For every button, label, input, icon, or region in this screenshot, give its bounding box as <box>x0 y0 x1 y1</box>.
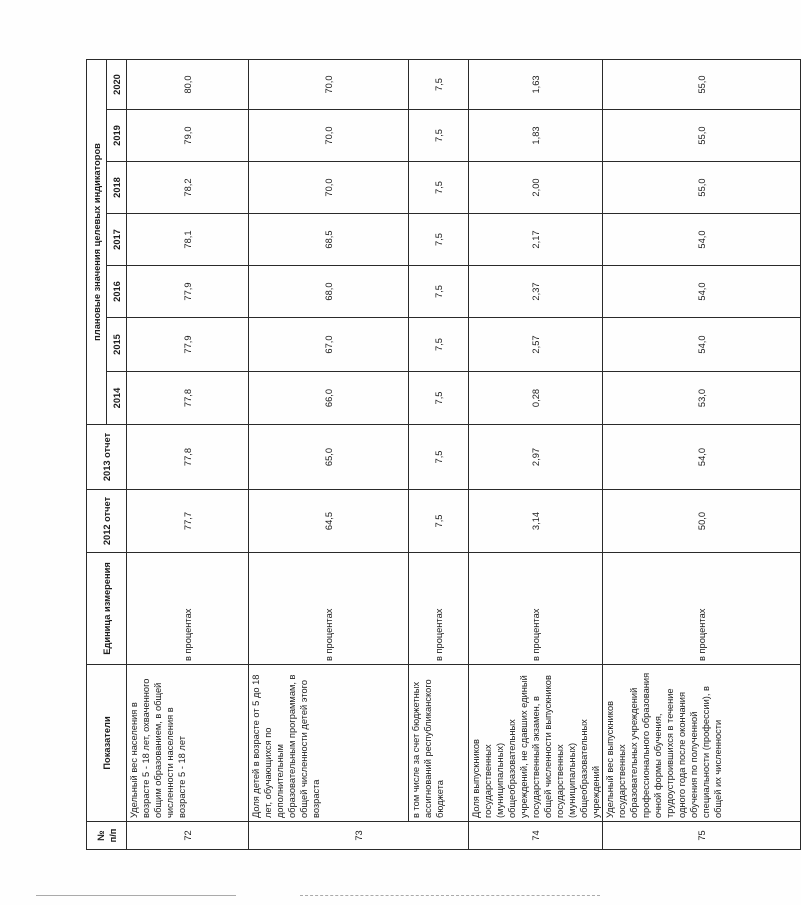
table-row <box>409 59 469 849</box>
row-plan-value: 7,5 <box>409 162 469 214</box>
row-plan-value: 2,00 <box>469 162 603 214</box>
row-2012: 64,5 <box>249 490 409 553</box>
row-indicator: Удельный вес населения в возрасте 5 - 18 лет, охваченного общим образованием, в общей численности населения в возрасте 5 - 18 лет <box>127 665 249 822</box>
row-plan-value: 68,0 <box>249 266 409 318</box>
row-plan-value: 55,0 <box>603 162 801 214</box>
row-2013: 2,97 <box>469 425 603 490</box>
row-plan-value: 77,9 <box>127 318 249 372</box>
row-indicator: Удельный вес выпускников государственных образовательных учреждений профессионального образования очной формы обучения, трудоустроившихся в течение одного года после окончания обучения по полученной специальности (профессии), в общей их численности <box>603 665 801 822</box>
row-plan-value: 70,0 <box>249 59 409 109</box>
table-row <box>469 59 603 849</box>
row-unit: в процентах <box>603 553 801 665</box>
row-2013: 54,0 <box>603 425 801 490</box>
row-plan-value: 77,9 <box>127 266 249 318</box>
row-indicator: Доля выпускников государственных (муниципальных) общеобразовательных учреждений, не сдавших единый государственный экзамен, в общей численности выпускников государственных (муниципальных) общеобразовательных учреждений <box>469 665 603 822</box>
row-plan-value: 78,1 <box>127 214 249 266</box>
row-2012: 7,5 <box>409 490 469 553</box>
row-plan-value: 0,28 <box>469 372 603 425</box>
row-unit: в процентах <box>409 553 469 665</box>
row-2013: 65,0 <box>249 425 409 490</box>
row-plan-value: 70,0 <box>249 162 409 214</box>
row-plan-value: 55,0 <box>603 59 801 109</box>
row-2013: 77,8 <box>127 425 249 490</box>
row-plan-value: 66,0 <box>249 372 409 425</box>
row-plan-value: 7,5 <box>409 59 469 109</box>
row-2013: 7,5 <box>409 425 469 490</box>
row-plan-value: 7,5 <box>409 372 469 425</box>
row-plan-value: 2,17 <box>469 214 603 266</box>
row-plan-value: 77,8 <box>127 372 249 425</box>
header-year: 2017 <box>107 214 127 266</box>
row-number: 74 <box>469 822 603 850</box>
header-2013: 2013 отчет <box>87 425 127 490</box>
table-row <box>249 59 409 849</box>
row-plan-value: 80,0 <box>127 59 249 109</box>
row-plan-value: 54,0 <box>603 214 801 266</box>
row-plan-value: 79,0 <box>127 110 249 162</box>
header-year: 2014 <box>107 372 127 425</box>
footer-rule-left <box>36 895 236 896</box>
row-plan-value: 55,0 <box>603 110 801 162</box>
row-plan-value: 2,57 <box>469 318 603 372</box>
row-plan-value: 54,0 <box>603 318 801 372</box>
row-indicator: Доля детей в возрасте от 5 до 18 лет, обучающихся по дополнительным образовательным программам, в общей численности детей этого возраста <box>249 665 409 822</box>
table-row <box>603 59 801 849</box>
row-plan-value: 7,5 <box>409 318 469 372</box>
header-num: № п/п <box>87 822 127 850</box>
table-body <box>127 59 801 849</box>
row-unit: в процентах <box>249 553 409 665</box>
indicators-table <box>86 59 801 850</box>
row-plan-value: 2,37 <box>469 266 603 318</box>
header-year: 2016 <box>107 266 127 318</box>
row-unit: в процентах <box>469 553 603 665</box>
row-2012: 3,14 <box>469 490 603 553</box>
row-number: 72 <box>127 822 249 850</box>
row-indicator: в том числе за счет бюджетных ассигнований республиканского бюджета <box>409 665 469 822</box>
row-unit: в процентах <box>127 553 249 665</box>
row-2012: 50,0 <box>603 490 801 553</box>
header-2012: 2012 отчет <box>87 490 127 553</box>
header-year: 2015 <box>107 318 127 372</box>
row-number: 75 <box>603 822 801 850</box>
rotated-page <box>86 60 723 850</box>
header-unit: Единица измерения <box>87 553 127 665</box>
row-number: 73 <box>249 822 469 850</box>
header-year: 2019 <box>107 110 127 162</box>
row-2012: 77,7 <box>127 490 249 553</box>
row-plan-value: 7,5 <box>409 266 469 318</box>
row-plan-value: 70,0 <box>249 110 409 162</box>
row-plan-value: 54,0 <box>603 266 801 318</box>
header-year: 2018 <box>107 162 127 214</box>
row-plan-value: 78,2 <box>127 162 249 214</box>
row-plan-value: 67,0 <box>249 318 409 372</box>
table-row <box>127 59 249 849</box>
footer-rule-right <box>300 895 600 896</box>
row-plan-value: 1,83 <box>469 110 603 162</box>
row-plan-value: 7,5 <box>409 214 469 266</box>
header-year: 2020 <box>107 59 127 109</box>
row-plan-value: 7,5 <box>409 110 469 162</box>
header-indicator: Показатели <box>87 665 127 822</box>
row-plan-value: 53,0 <box>603 372 801 425</box>
row-plan-value: 68,5 <box>249 214 409 266</box>
row-plan-value: 1,63 <box>469 59 603 109</box>
header-planned: плановые значения целевых индикаторов <box>87 59 107 424</box>
